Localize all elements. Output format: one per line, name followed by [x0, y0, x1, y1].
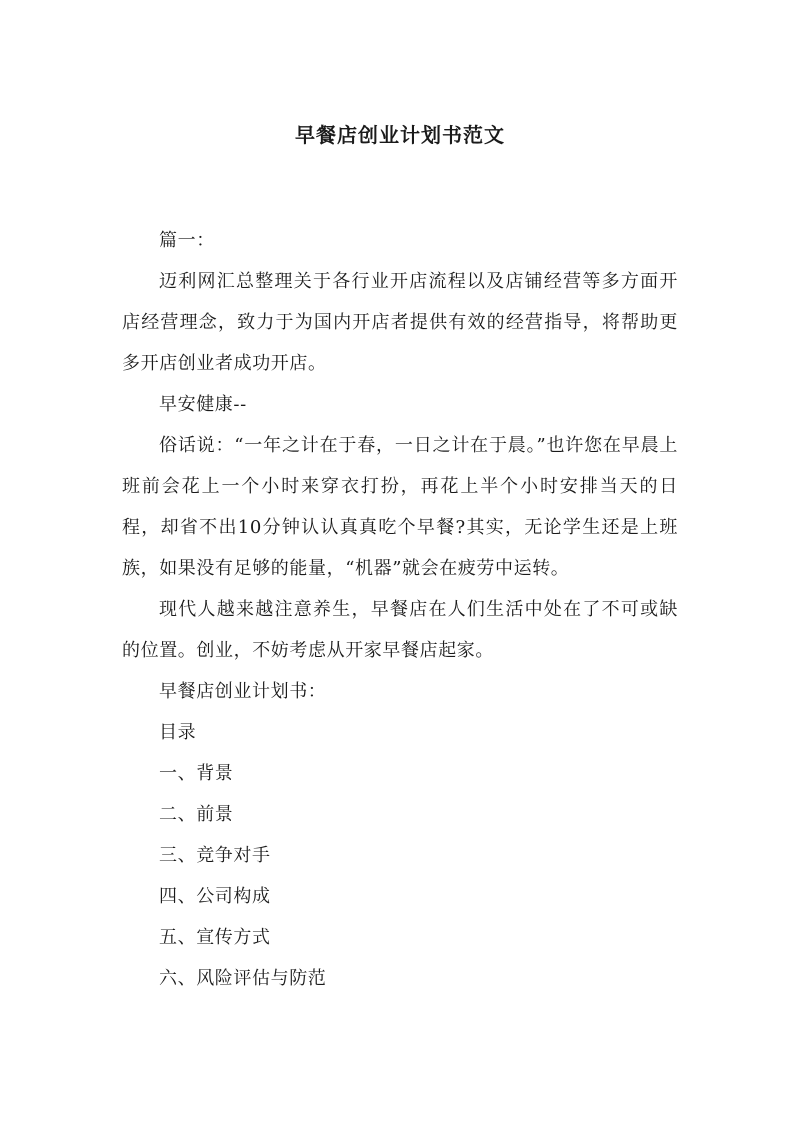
toc-item: 二、前景: [159, 804, 234, 825]
proverb-paragraph: 俗话说：“一年之计在于春，一日之计在于晨。”也许您在早晨上班前会花上一个小时来穿衣打扮，再花上半个小时安排当天的日程，却省不出10分钟认认真真吃个早餐?其实，无论学生还是上班族，如果没有足够的能量，“机器”就会在疲劳中运转。: [122, 435, 678, 579]
toc-item: 六、风险评估与防范: [159, 968, 327, 989]
document-title: 早餐店创业计划书范文: [295, 123, 505, 147]
toc-heading: 目录: [159, 722, 197, 743]
toc-item: 三、竞争对手: [159, 845, 271, 866]
section-label: 篇一：: [159, 230, 215, 251]
toc-item: 四、公司构成: [159, 886, 271, 907]
health-paragraph: 现代人越来越注意养生，早餐店在人们生活中处在了不可或缺的位置。创业，不妨考虑从开家早餐店起家。: [122, 599, 678, 661]
subtitle-paragraph: 早安健康--: [159, 394, 247, 415]
toc-item: 五、宣传方式: [159, 927, 271, 948]
toc-item: 一、背景: [159, 763, 234, 784]
document-body: [122, 220, 678, 999]
plan-heading: 早餐店创业计划书：: [159, 681, 327, 702]
intro-paragraph: 迈利网汇总整理关于各行业开店流程以及店铺经营等多方面开店经营理念，致力于为国内开店者提供有效的经营指导，将帮助更多开店创业者成功开店。: [122, 271, 678, 374]
